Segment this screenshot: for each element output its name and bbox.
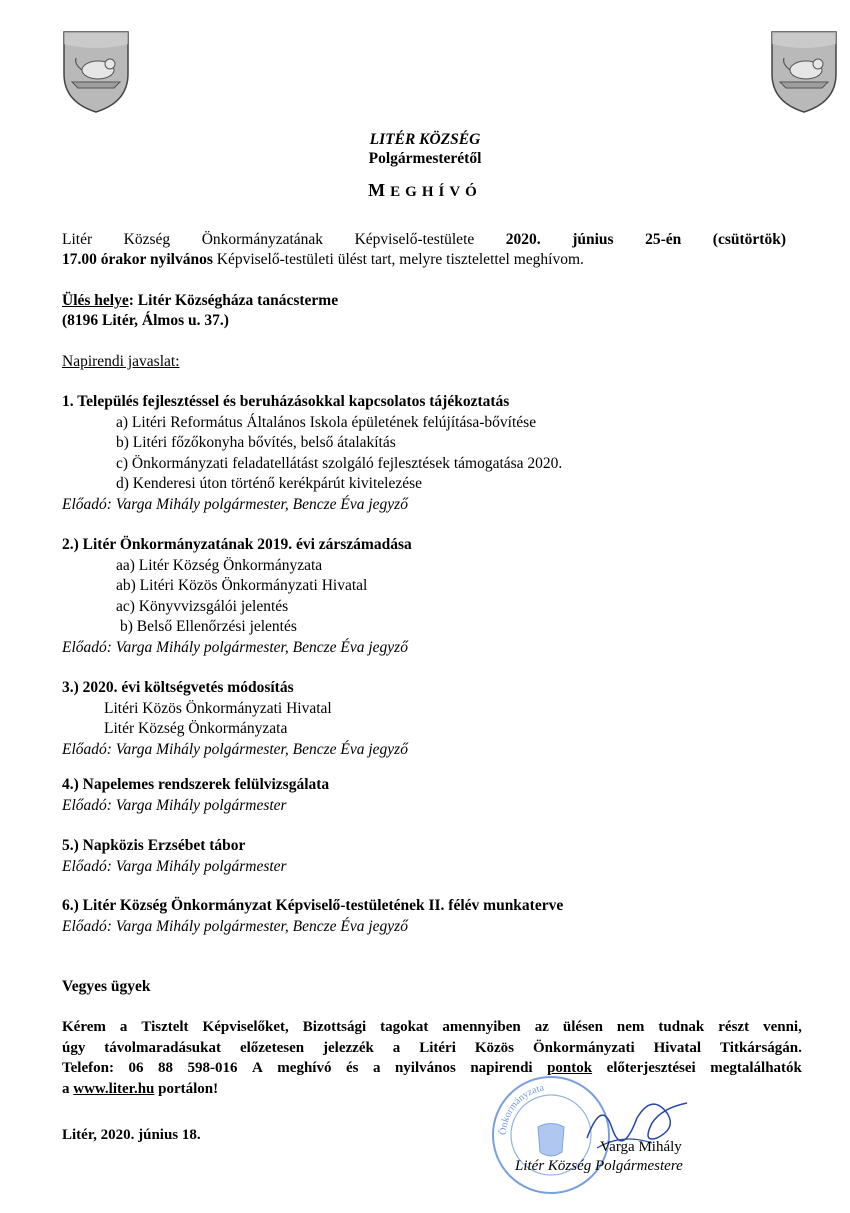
closing-word: A <box>251 1060 263 1076</box>
venue-label: Ülés helye <box>62 292 129 309</box>
closing-word: meghívó <box>277 1060 332 1076</box>
closing-word: Telefon: <box>62 1060 114 1076</box>
intro-line-1 <box>62 230 786 250</box>
meeting-weekday: (csütörtök) <box>712 231 786 248</box>
agenda-item-title: 2.) Litér Önkormányzatának 2019. évi zárszámadása <box>62 536 412 553</box>
closing-line-1 <box>62 1017 802 1038</box>
agenda-item-3 <box>62 678 802 760</box>
coat-of-arms-left <box>62 30 130 114</box>
agenda-item-1 <box>62 392 802 515</box>
agenda-heading: Napirendi javaslat: <box>62 353 180 370</box>
closing-word: napirendi <box>470 1060 533 1076</box>
intro-word: Képviselő-testülete <box>354 231 475 248</box>
closing-word: amennyiben <box>442 1019 521 1035</box>
stamp-text: Önkormányzata <box>497 1082 545 1136</box>
agenda-subitem: a) Litéri Református Általános Iskola épületének felújítása-bővítése <box>116 413 537 431</box>
agenda-subitem: b) Litéri főzőkonyha bővítés, belső átalakítás <box>116 434 396 451</box>
closing-suffix: portálon! <box>154 1080 219 1097</box>
closing-word: a <box>392 1039 401 1056</box>
closing-prefix: a <box>62 1080 74 1097</box>
closing-word: Közös <box>474 1039 515 1056</box>
closing-word: a <box>119 1019 128 1035</box>
agenda-item-title: 3.) 2020. évi költségvetés módosítás <box>62 679 294 696</box>
closing-word: nem <box>616 1019 645 1035</box>
meeting-year: 2020. <box>505 231 541 248</box>
venue-place: Litér Községháza tanácsterme <box>133 292 339 309</box>
intro-word: Litér <box>62 231 93 248</box>
agenda-item-6 <box>62 896 802 937</box>
intro-word: Község <box>123 231 171 248</box>
closing-word: előzetesen <box>239 1039 305 1056</box>
closing-word: pontok <box>547 1060 593 1076</box>
closing-line-3 <box>62 1058 802 1079</box>
invitation-rest: EGHÍVÓ <box>390 184 482 200</box>
venue-address: (8196 Litér, Álmos u. 37.) <box>62 312 229 329</box>
agenda-item-4 <box>62 775 802 816</box>
intro-line-2-rest: Képviselő-testületi ülést tart, melyre tisztelettel meghívom. <box>212 251 584 268</box>
venue-colon: : <box>128 292 134 309</box>
agenda-subitem: ac) Könyvvizsgálói jelentés <box>116 597 289 615</box>
closing-word: venni, <box>763 1019 802 1035</box>
meeting-month: június <box>572 231 614 248</box>
handwritten-signature <box>582 1088 692 1168</box>
closing-word: távolmaradásukat <box>104 1039 221 1056</box>
agenda-subitem: d) Kenderesi úton történő kerékpárút kivitelezése <box>116 475 423 492</box>
signer-role: Litér Község Polgármestere <box>515 1158 683 1174</box>
agenda-subitem: c) Önkormányzati feladatellátást szolgáló fejlesztések támogatása 2020. <box>116 454 563 472</box>
agenda-item-5 <box>62 836 802 877</box>
misc-heading: Vegyes ügyek <box>62 978 151 995</box>
signer-name: Varga Mihály <box>600 1139 682 1155</box>
agenda-presenter: Előadó: Varga Mihály polgármester, Bencze Éva jegyző <box>62 917 408 935</box>
closing-word: Titkárságán. <box>720 1039 802 1056</box>
closing-word: 88 <box>157 1060 173 1076</box>
agenda-subitem: b) Belső Ellenőrzési jelentés <box>120 618 297 635</box>
agenda-presenter: Előadó: Varga Mihály polgármester <box>62 857 287 875</box>
agenda-subitem: ab) Litéri Közös Önkormányzati Hivatal <box>116 577 368 594</box>
meeting-time: 17.00 órakor nyilvános <box>62 251 213 268</box>
closing-word: a <box>372 1060 381 1076</box>
invitation-heading <box>0 180 850 201</box>
agenda-presenter: Előadó: Varga Mihály polgármester, Bencze Éva jegyző <box>62 638 408 656</box>
closing-word: és <box>345 1060 359 1076</box>
closing-word: Kérem <box>62 1019 106 1035</box>
closing-word: nyilvános <box>394 1060 456 1076</box>
intro-line-2 <box>62 250 786 270</box>
agenda-item-title: 5.) Napközis Erzsébet tábor <box>62 837 246 854</box>
closing-word: tagokat <box>380 1019 429 1035</box>
closing-word: jelezzék <box>323 1039 374 1056</box>
closing-word: Önkormányzati <box>532 1039 635 1056</box>
intro-word: Önkormányzatának <box>201 231 324 248</box>
closing-word: 598-016 <box>187 1060 238 1076</box>
agenda-subitem: Litéri Közös Önkormányzati Hivatal <box>104 699 332 717</box>
document-subtitle: Polgármesterétől <box>368 150 482 167</box>
closing-word: az <box>534 1019 549 1035</box>
closing-paragraph <box>62 1017 802 1099</box>
intro-paragraph <box>62 230 786 270</box>
closing-word: úgy <box>62 1039 86 1056</box>
closing-word: Tisztelt <box>141 1019 189 1035</box>
venue-block <box>62 291 786 331</box>
closing-word: Bizottsági <box>302 1019 367 1035</box>
document-title: LITÉR KÖZSÉG <box>369 131 481 148</box>
agenda-subitem: Litér Község Önkormányzata <box>104 720 288 737</box>
coat-of-arms-right <box>770 30 838 114</box>
meeting-day: 25-én <box>645 231 682 248</box>
agenda-item-title: 4.) Napelemes rendszerek felülvizsgálata <box>62 776 330 793</box>
closing-word: ülésen <box>562 1019 603 1035</box>
agenda-item-title: 6.) Litér Község Önkormányzat Képviselő-testületének II. félév munkaterve <box>62 897 564 914</box>
website-link[interactable]: www.liter.hu <box>73 1080 155 1097</box>
closing-word: Hivatal <box>653 1039 702 1056</box>
date-line: Litér, 2020. június 18. <box>62 1127 201 1143</box>
closing-word: Képviselőket, <box>202 1019 289 1035</box>
agenda-subitem: aa) Litér Község Önkormányzata <box>116 556 323 574</box>
closing-word: tudnak <box>658 1019 705 1035</box>
agenda-presenter: Előadó: Varga Mihály polgármester <box>62 796 287 814</box>
invitation-initial: M <box>368 180 391 200</box>
agenda-item-2 <box>62 535 802 658</box>
agenda-presenter: Előadó: Varga Mihály polgármester, Bencze Éva jegyző <box>62 495 408 513</box>
closing-word: előterjesztései <box>606 1060 696 1076</box>
closing-word: megtalálhatók <box>710 1060 802 1076</box>
closing-word: Litéri <box>419 1039 456 1056</box>
agenda-presenter: Előadó: Varga Mihály polgármester, Bencze Éva jegyző <box>62 740 408 758</box>
closing-line-2 <box>62 1038 802 1059</box>
closing-word: 06 <box>128 1060 144 1076</box>
closing-word: részt <box>718 1019 750 1035</box>
agenda-item-title: 1. Település fejlesztéssel és beruházásokkal kapcsolatos tájékoztatás <box>62 393 510 410</box>
